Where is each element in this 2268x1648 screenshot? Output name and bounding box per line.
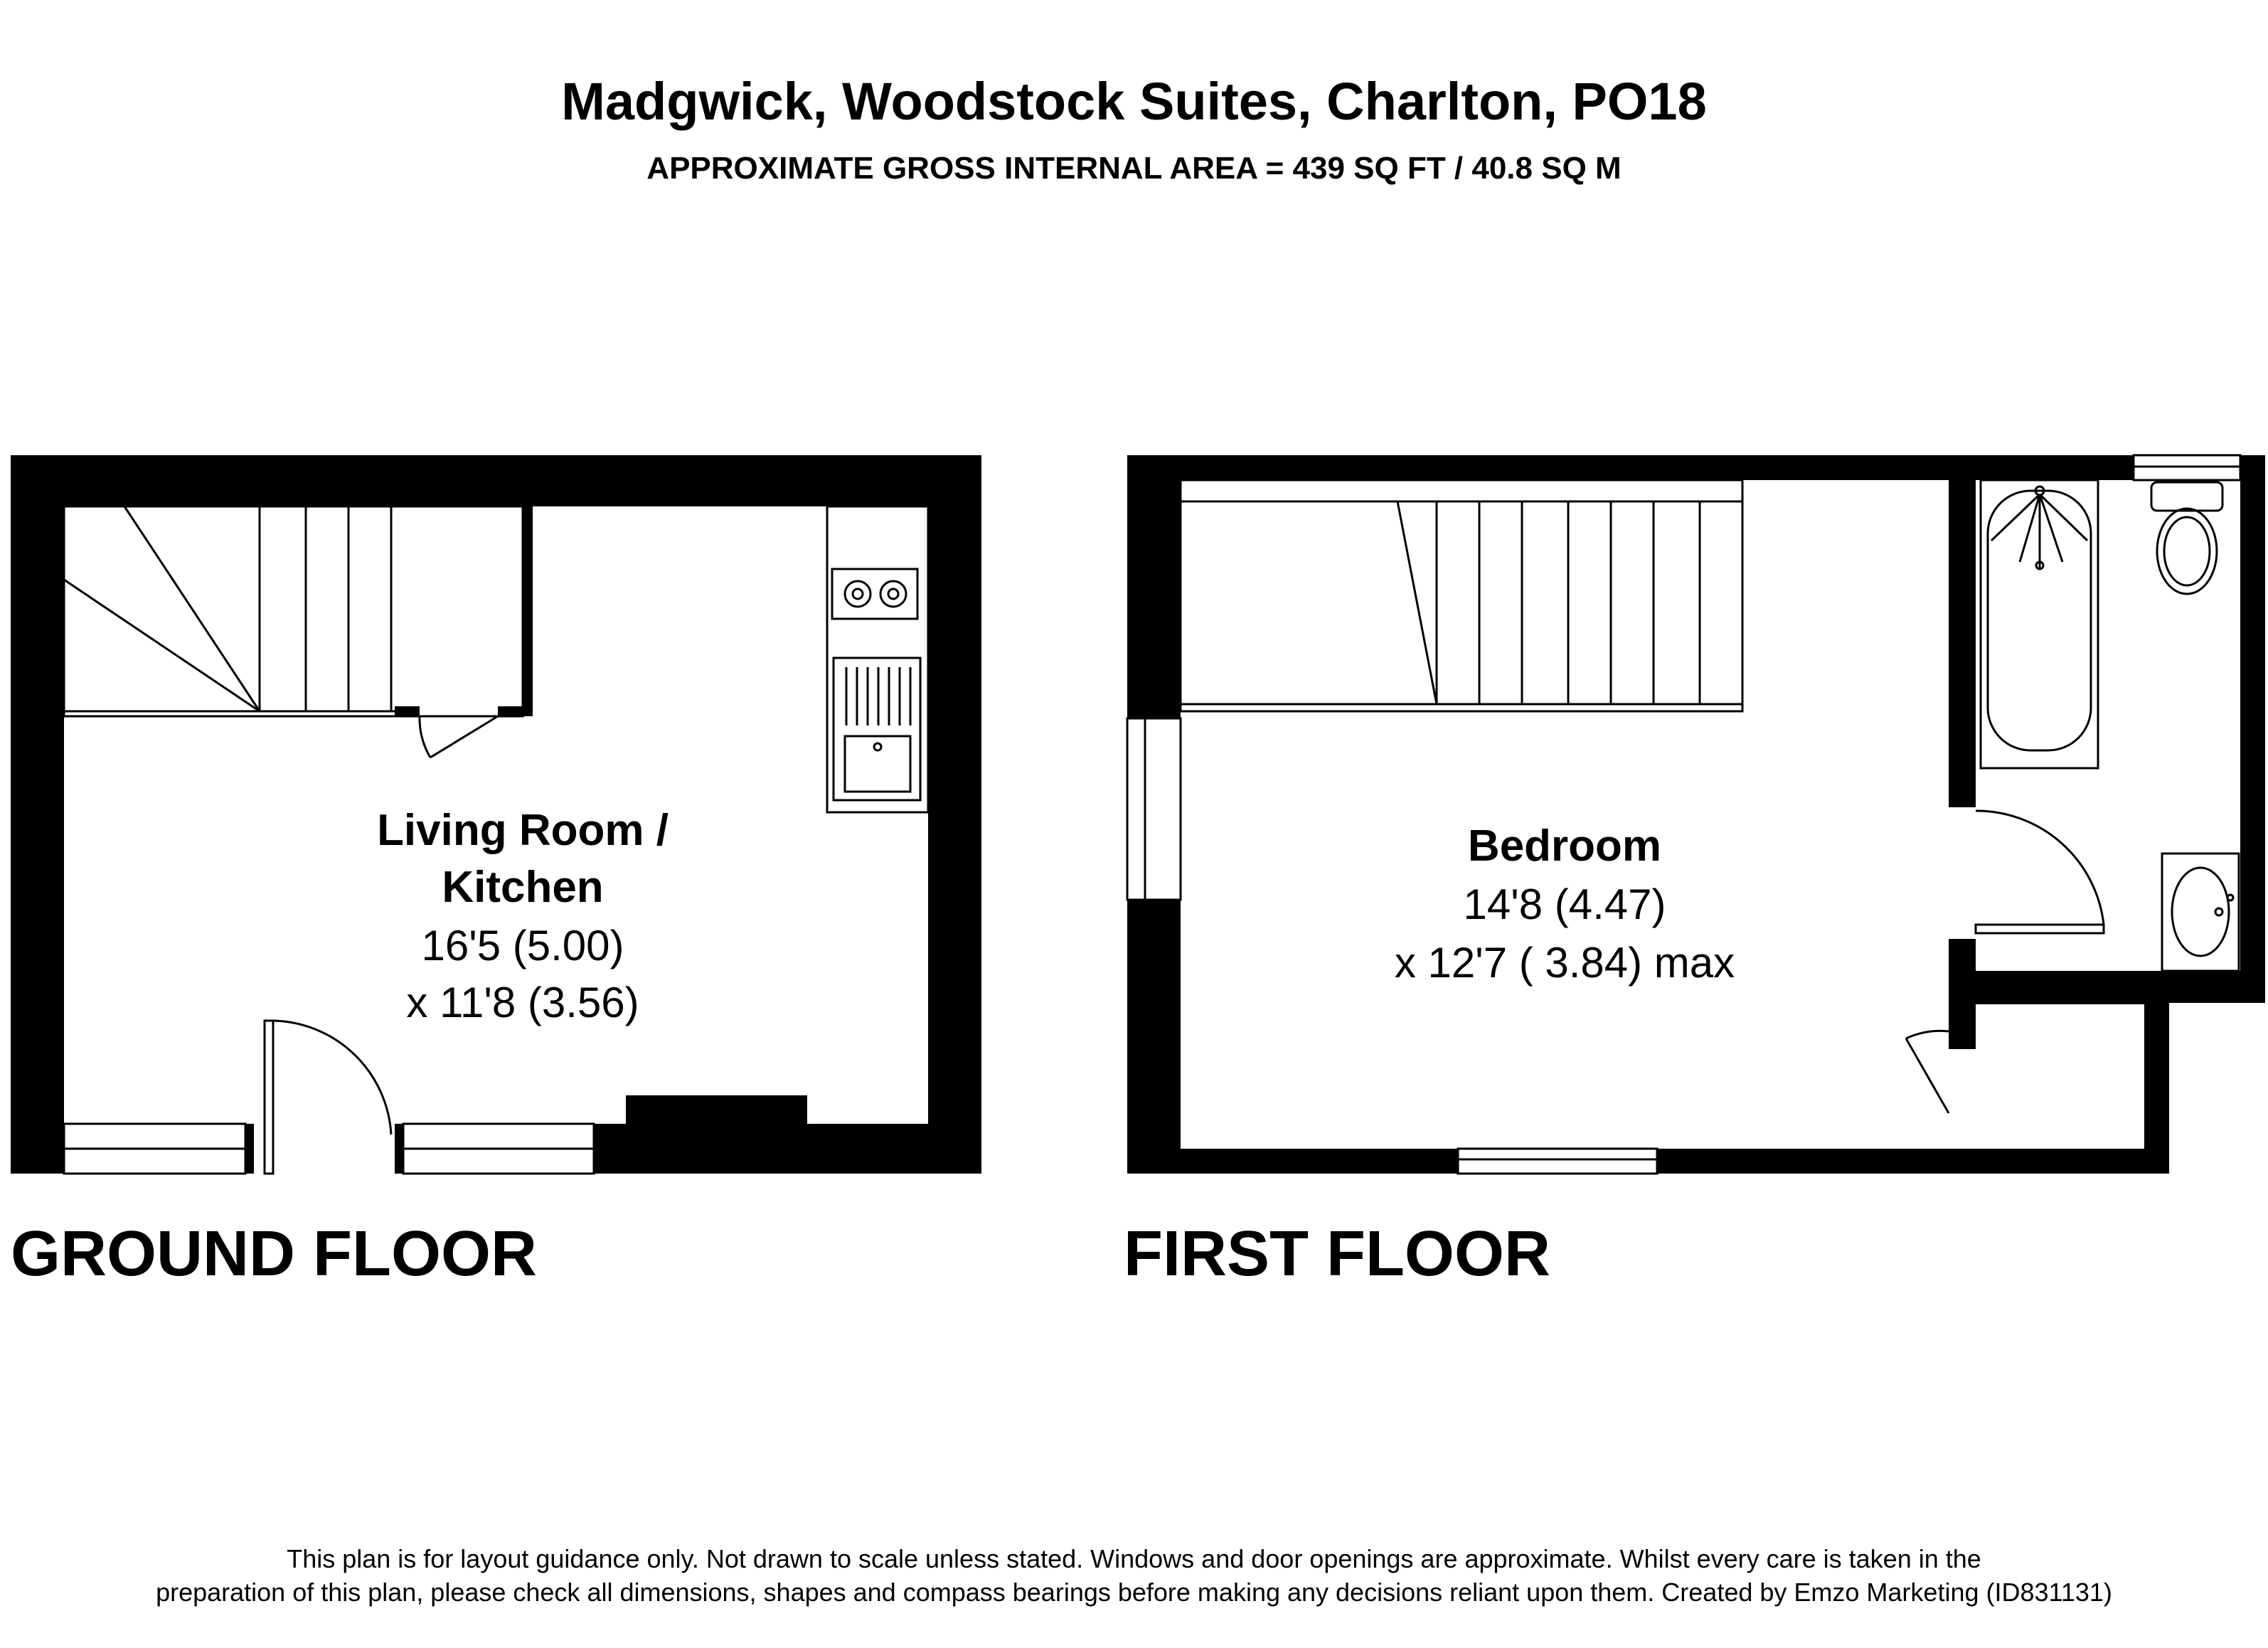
wash-basin xyxy=(2162,854,2239,971)
first-floor-staircase xyxy=(1181,480,1742,711)
ground-floor-staircase xyxy=(64,506,523,716)
disclaimer xyxy=(0,1542,2268,1609)
living-room-name-line2: Kitchen xyxy=(442,863,604,912)
bedroom-dimension-1: 14'8 (4.47) xyxy=(1463,881,1666,928)
cupboard-door-swing-first-floor xyxy=(1906,1031,1949,1113)
living-room-dimension-1: 16'5 (5.00) xyxy=(421,922,624,969)
disclaimer-line-2: preparation of this plan, please check all dimensions, shapes and compass bearings before making any decisions reliant upon them. Created by Emzo Marketing (ID831131) xyxy=(156,1578,2112,1607)
first-floor-label: FIRST FLOOR xyxy=(1124,1218,1550,1290)
ground-floor-windows xyxy=(64,1124,594,1174)
bedroom-name: Bedroom xyxy=(1467,822,1662,871)
kitchen-units xyxy=(827,506,928,812)
first-floor-walls xyxy=(1127,455,2265,1174)
bedroom-dimension-2: x 12'7 ( 3.84) max xyxy=(1394,939,1735,987)
disclaimer-line-1: This plan is for layout guidance only. Not drawn to scale unless stated. Windows and door openings are approximate. Whilst every care is taken in the xyxy=(287,1544,1981,1573)
toilet xyxy=(2151,482,2222,594)
first-floor-windows xyxy=(1127,455,2240,1174)
living-room-name-line1: Living Room / xyxy=(377,806,669,855)
cupboard-door-swing xyxy=(420,716,498,757)
plan-title: Madgwick, Woodstock Suites, Charlton, PO18 xyxy=(561,72,1707,131)
first-floor-plan xyxy=(1127,455,2265,1174)
gross-area-subtitle: APPROXIMATE GROSS INTERNAL AREA = 439 SQ FT / 40.8 SQ M xyxy=(646,151,1622,186)
bathroom-door-swing xyxy=(1976,811,2104,933)
front-door-swing xyxy=(265,1021,391,1174)
bathtub xyxy=(1981,480,2098,768)
living-room-dimension-2: x 11'8 (3.56) xyxy=(406,979,639,1026)
ground-floor-label: GROUND FLOOR xyxy=(11,1218,537,1290)
ground-floor-plan xyxy=(11,455,981,1174)
